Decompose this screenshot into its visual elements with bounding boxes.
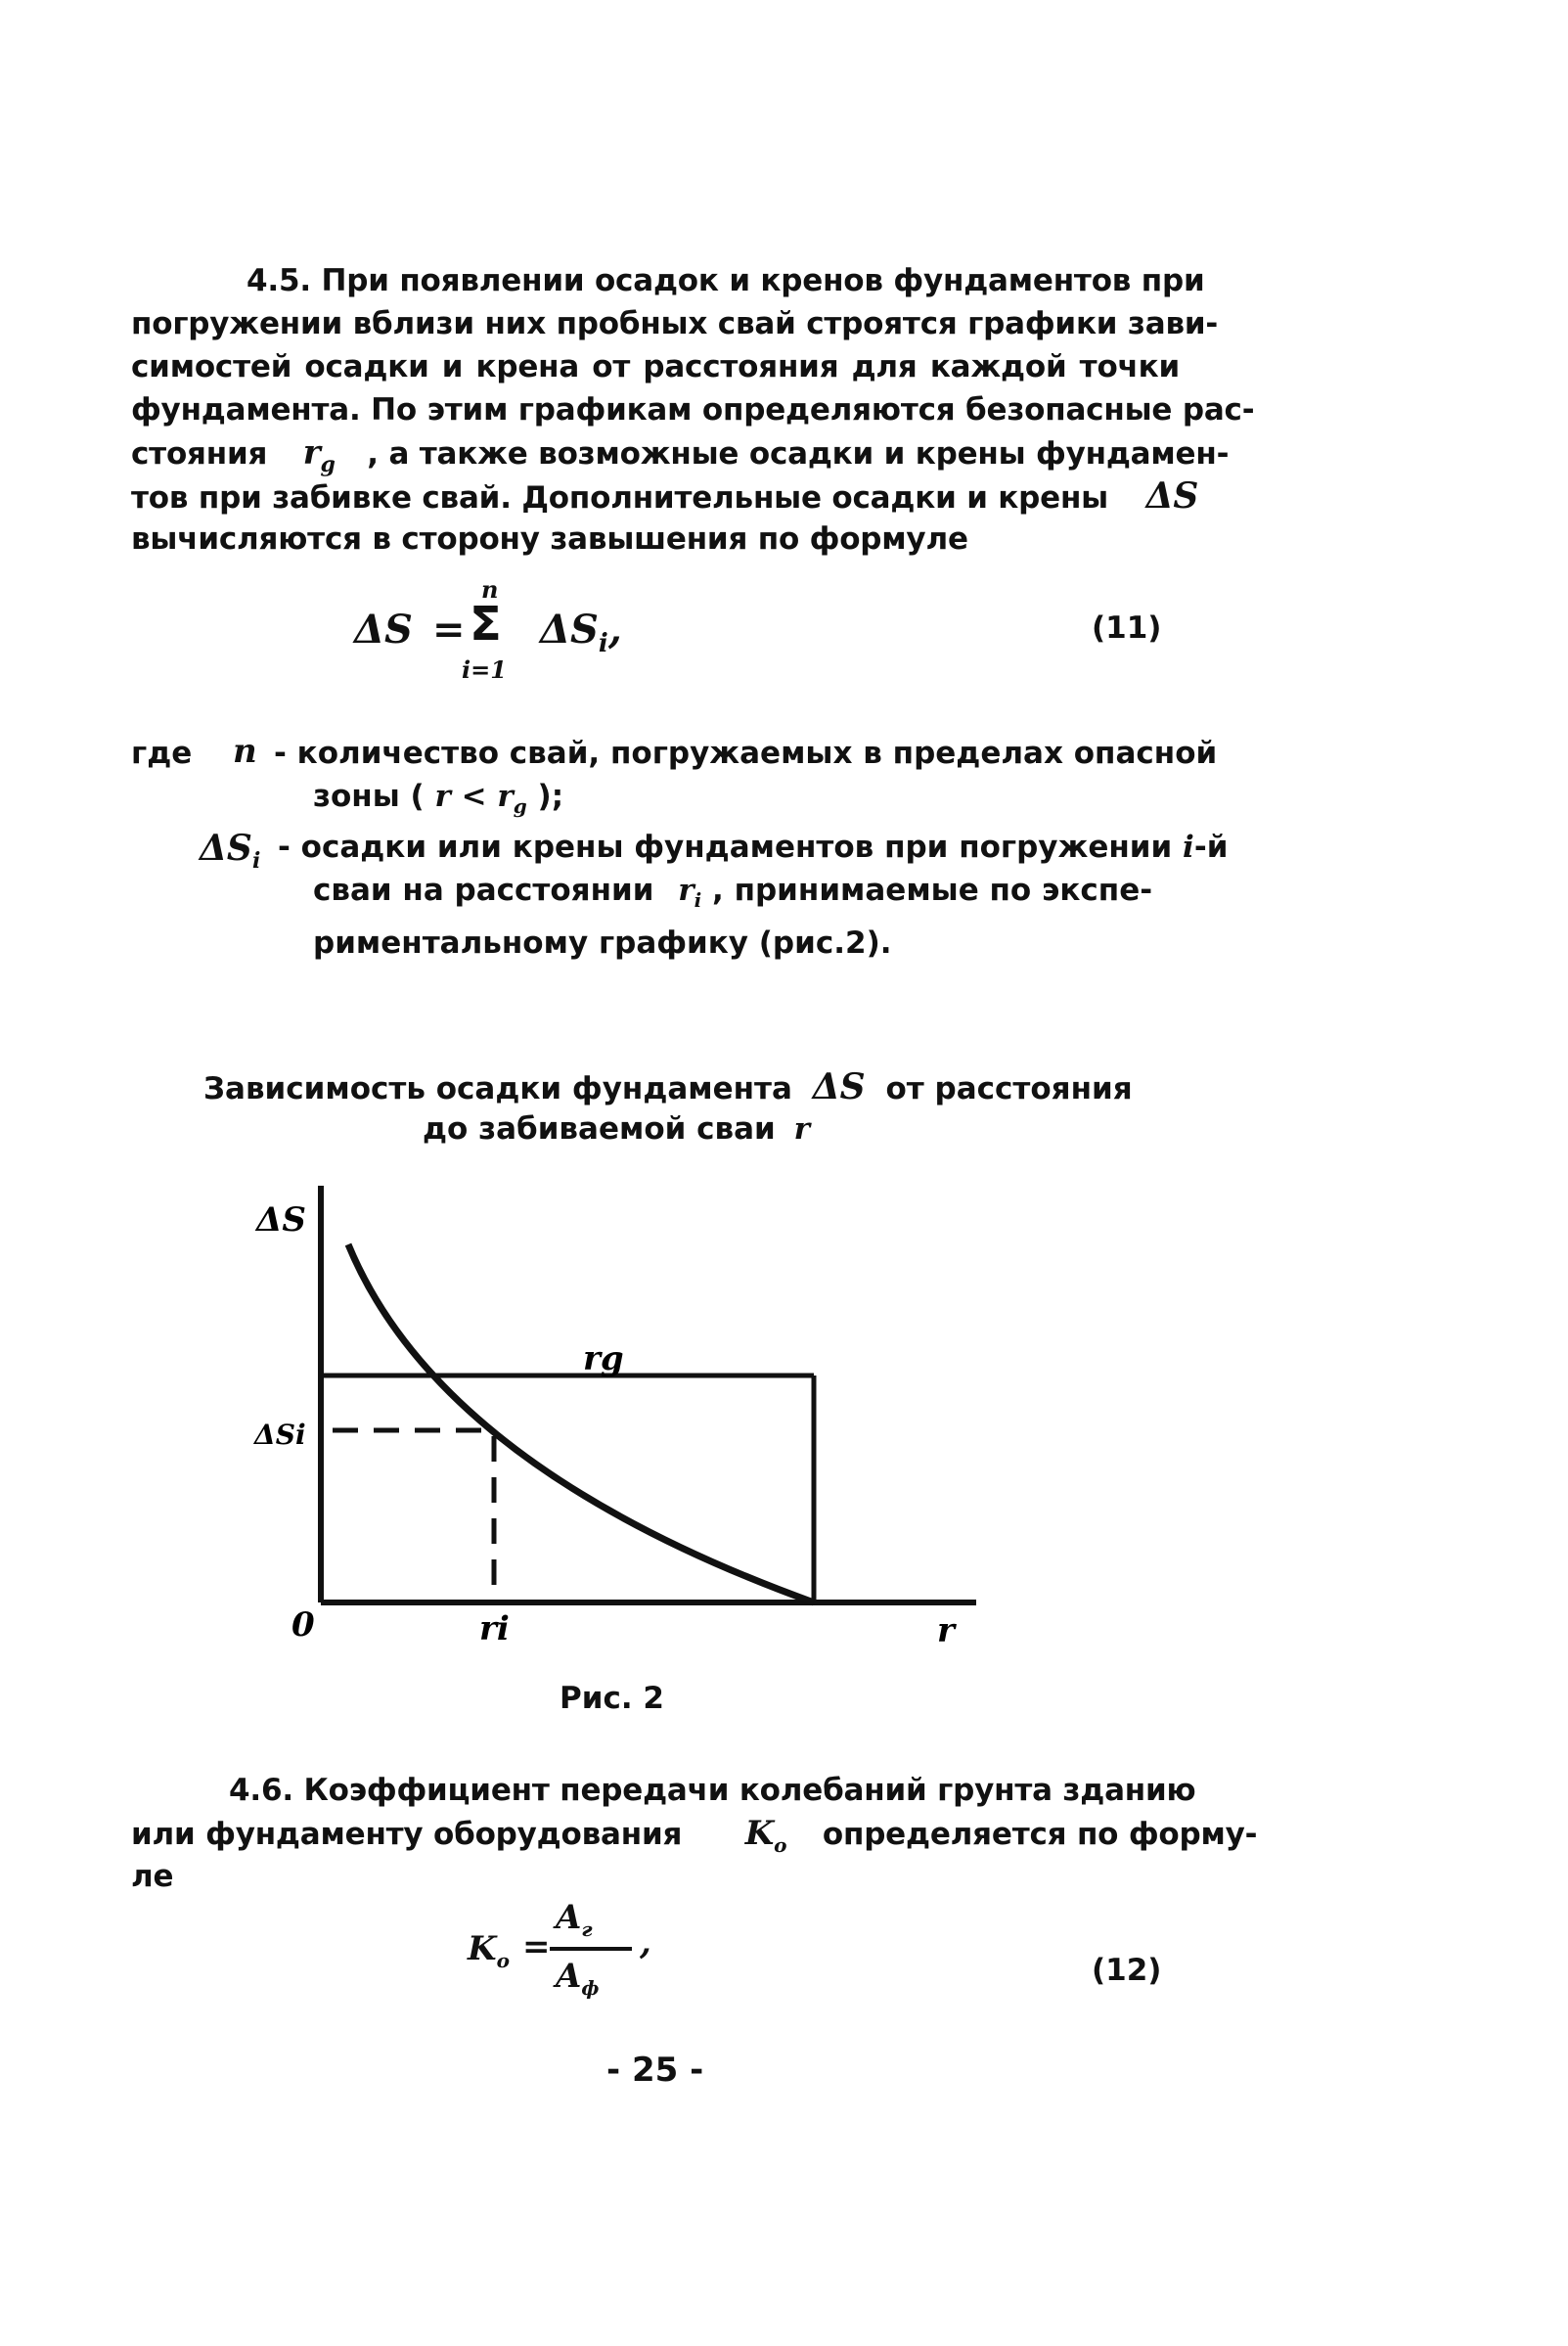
paragraph-line bbox=[131, 1855, 1180, 1898]
sub: o bbox=[774, 1832, 787, 1857]
line-text: 4.6. Коэффициент передачи колебаний грунта зданию bbox=[229, 1773, 1196, 1808]
ko-symbol bbox=[744, 1814, 787, 1857]
sum-symbol: Σ bbox=[470, 597, 502, 652]
a: A bbox=[556, 1957, 582, 1996]
sub: i bbox=[694, 888, 702, 913]
sub: г bbox=[581, 1917, 593, 1941]
line-text: вычисляются в сторону завышения по формуле bbox=[131, 521, 968, 557]
condition-sub: g bbox=[513, 794, 527, 819]
delta-s-symbol: ΔS bbox=[1145, 475, 1199, 517]
x-tick-label: ri bbox=[479, 1609, 510, 1648]
sub: i bbox=[251, 848, 261, 875]
a: A bbox=[556, 1898, 582, 1937]
line-text: фундамента. По этим графикам определяются безопасные рас- bbox=[131, 392, 1255, 428]
y-tick-label: ΔSi bbox=[254, 1419, 306, 1451]
rg-label: rg bbox=[583, 1339, 624, 1378]
text: -й bbox=[1193, 830, 1229, 865]
equation-number: (12) bbox=[1092, 1953, 1162, 1988]
r: r bbox=[678, 873, 694, 908]
delta-s-symbol: ΔS bbox=[812, 1066, 866, 1107]
paragraph-line bbox=[229, 1769, 1196, 1812]
text: , принимаемые по экспе- bbox=[712, 873, 1153, 908]
text: Зависимость осадки фундамента bbox=[203, 1071, 792, 1106]
line-text: ле bbox=[131, 1859, 174, 1894]
sum-lower-limit: i=1 bbox=[462, 655, 507, 684]
r-symbol: r bbox=[793, 1111, 810, 1147]
term-text: ΔS bbox=[540, 607, 599, 653]
line-text: , а также возможные осадки и крены фундамен- bbox=[367, 436, 1230, 472]
formula-equals: = bbox=[522, 1927, 551, 1966]
i-symbol: i bbox=[1183, 830, 1194, 865]
line-text: определяется по форму- bbox=[822, 1817, 1258, 1852]
text: зоны ( bbox=[313, 779, 425, 814]
where-label: где bbox=[131, 736, 193, 771]
line-text: стояния bbox=[131, 436, 268, 472]
k: K bbox=[468, 1929, 497, 1968]
text: - осадки или крены фундаментов при погружении bbox=[278, 830, 1173, 865]
formula-lhs: ΔS bbox=[354, 607, 413, 653]
line-text: или фундаменту оборудования bbox=[131, 1817, 683, 1852]
condition-text: r < r bbox=[434, 779, 514, 814]
formula-tail: , bbox=[640, 1923, 651, 1963]
x-axis-label: r bbox=[937, 1611, 955, 1650]
y-axis-label: ΔS bbox=[256, 1200, 306, 1240]
numerator bbox=[556, 1898, 593, 1941]
line-text: тов при забивке свай. Дополнительные осадки и крены bbox=[131, 480, 1109, 516]
origin-label: 0 bbox=[291, 1605, 315, 1645]
formula-equals: = bbox=[432, 607, 466, 653]
sub: ф bbox=[581, 1975, 600, 2000]
rg-symbol: $r_g$ bbox=[302, 433, 336, 477]
term-tail: , bbox=[607, 607, 622, 653]
n-description: - количество свай, погружаемых в пределах опасной bbox=[274, 736, 1218, 771]
text: сваи на расстоянии bbox=[313, 873, 654, 908]
dsi-description-3: риментальному графику (рис.2). bbox=[313, 925, 892, 961]
equation-number: (11) bbox=[1092, 610, 1162, 646]
formula-lhs bbox=[468, 1929, 510, 1972]
line-text: погружении вблизи них пробных свай строятся графики зави- bbox=[131, 306, 1219, 341]
denominator bbox=[556, 1957, 599, 2000]
figure-label: Рис. 2 bbox=[560, 1681, 664, 1716]
text: до забиваемой сваи bbox=[423, 1111, 776, 1147]
term-subscript: i bbox=[598, 629, 608, 658]
line-text: 4.5. При появлении осадок и кренов фундаментов при bbox=[246, 263, 1205, 298]
text: ); bbox=[537, 779, 564, 814]
paragraph-line bbox=[131, 1812, 1258, 1857]
n-symbol: n bbox=[233, 732, 257, 771]
sum-upper-limit: n bbox=[481, 575, 499, 604]
sym: ΔS bbox=[200, 828, 252, 869]
page-number: - 25 - bbox=[606, 2051, 704, 2090]
sub: o bbox=[496, 1948, 510, 1972]
settlement-curve bbox=[348, 1244, 814, 1602]
line-text: симостей осадки и крена от расстояния для каждой точки bbox=[131, 349, 1180, 384]
k: K bbox=[744, 1814, 775, 1853]
text: от расстояния bbox=[885, 1071, 1133, 1106]
fraction-bar bbox=[550, 1947, 632, 1951]
